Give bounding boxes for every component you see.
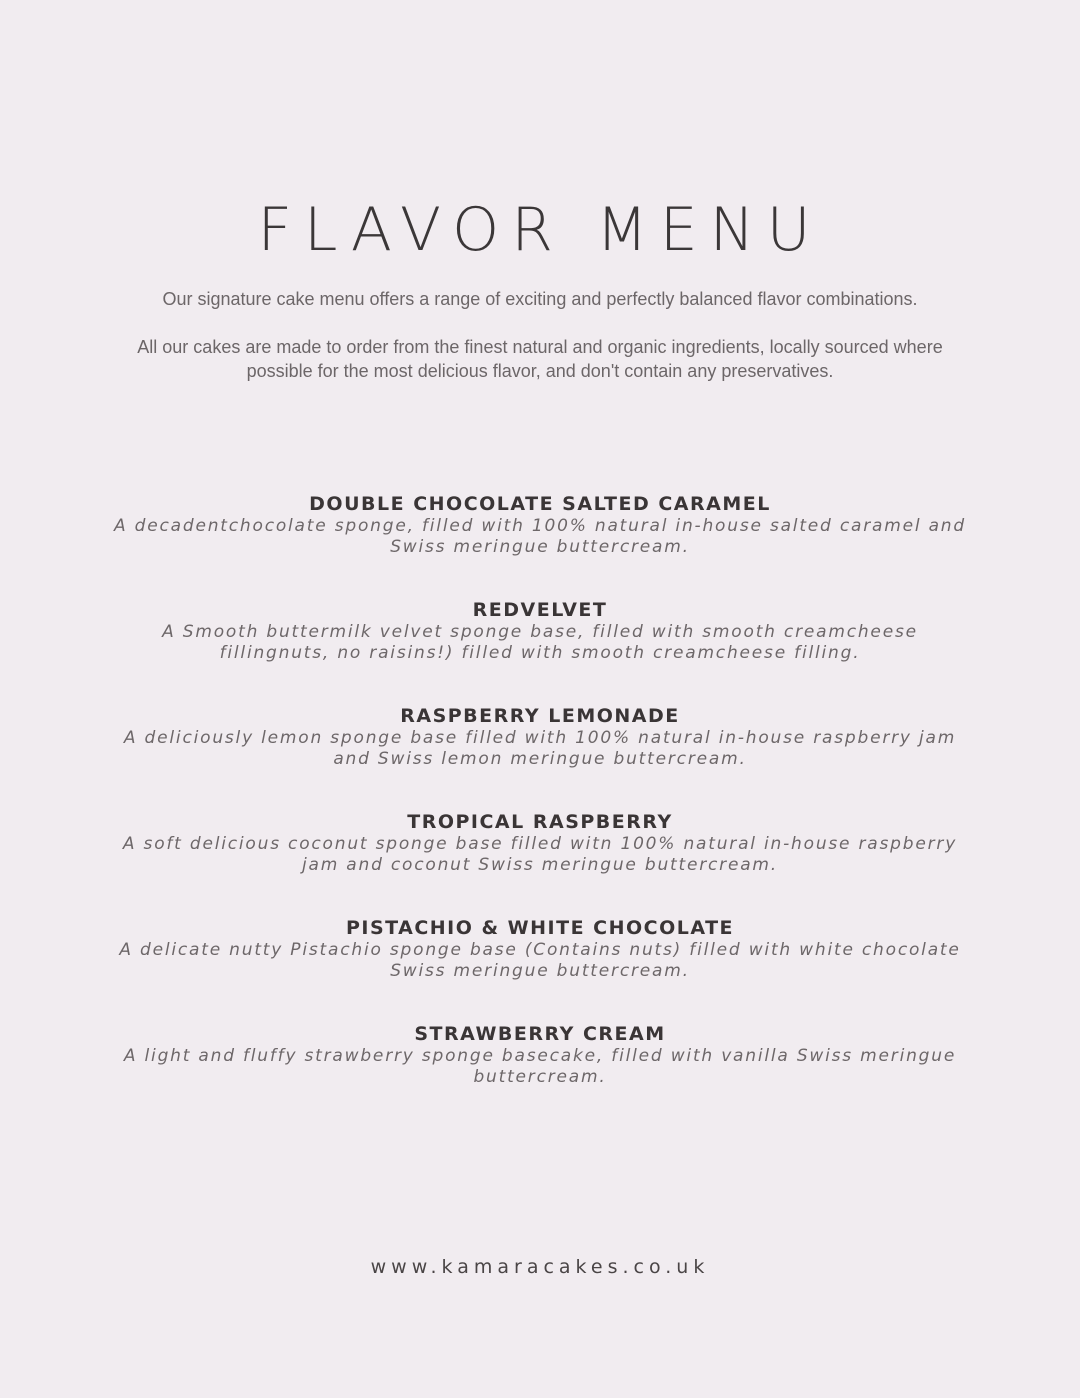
flavor-name: REDVELVET [472,599,608,621]
flavor-description: A soft delicious coconut sponge base filled witn 100% natural in-house raspberry jam and coconut Swiss meringue buttercream. [122,834,958,875]
intro-text-ingredients: All our cakes are made to order from the finest natural and organic ingredients, locally sourced where possible for the most delicious flavor, and don't contain any preservatives. [137,337,943,381]
flavor-description: A decadentchocolate sponge, filled with 100% natural in-house salted caramel and Swiss meringue buttercream. [114,516,966,557]
flavor-description: A Smooth buttermilk velvet sponge base, filled with smooth creamcheese fillingnuts, no raisins!) filled with smooth creamcheese filling. [162,622,918,663]
flavor-item [90,810,990,916]
flavor-list [90,492,990,1128]
flavor-description: A delicate nutty Pistachio sponge base (Contains nuts) filled with white chocolate Swiss meringue buttercream. [119,940,961,981]
page-title: FLAVOR MENU [257,195,823,266]
flavor-item [90,598,990,704]
flavor-description: A deliciously lemon sponge base filled with 100% natural in-house raspberry jam and Swiss lemon meringue buttercream. [123,728,957,769]
flavor-description: A light and fluffy strawberry sponge basecake, filled with vanilla Swiss meringue buttercream. [123,1046,957,1087]
website-link[interactable]: www.kamaracakes.co.uk [370,1256,710,1278]
flavor-item [90,704,990,810]
flavor-item [90,1022,990,1128]
flavor-item [90,916,990,1022]
flavor-name: DOUBLE CHOCOLATE SALTED CARAMEL [309,493,771,515]
flavor-name: STRAWBERRY CREAM [414,1023,666,1045]
flavor-name: RASPBERRY LEMONADE [400,705,680,727]
flavor-name: PISTACHIO & WHITE CHOCOLATE [345,917,735,939]
flavor-item [90,492,990,598]
intro-text-signature: Our signature cake menu offers a range of exciting and perfectly balanced flavor combinations. [162,289,918,309]
flavor-name: TROPICAL RASPBERRY [407,811,673,833]
